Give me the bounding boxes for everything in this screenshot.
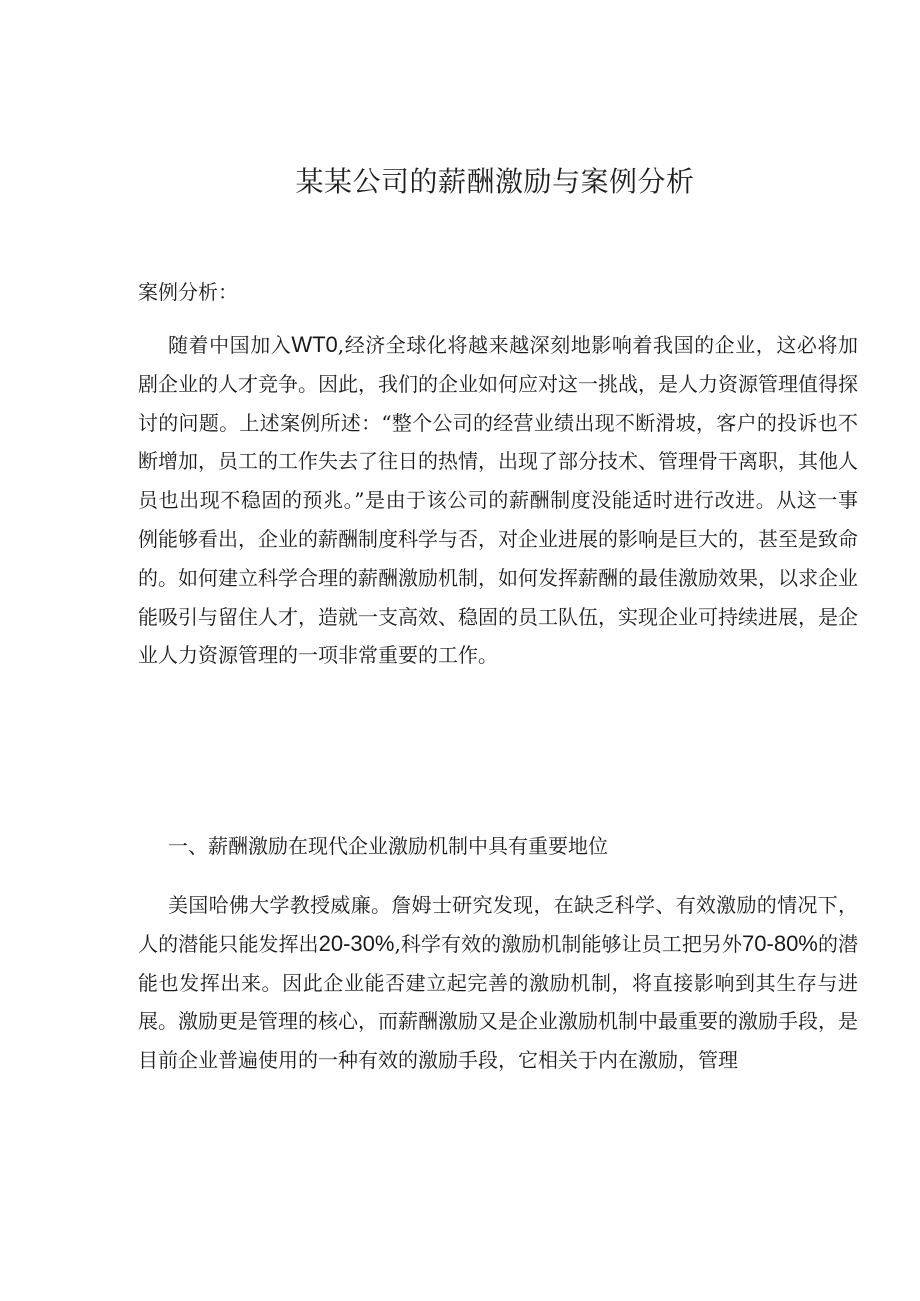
section-heading-1: 一、薪酬激励在现代企业激励机制中具有重要地位 [168,834,608,858]
intro-paragraph: 随着中国加入WT0,经济全球化将越来越深刻地影响着我国的企业，这必将加剧企业的人才竞争。因此，我们的企业如何应对这一挑战，是人力资源管理值得探讨的问题。上述案例所述：“整个公司的经营业绩出现不断滑坡，客户的投诉也不断增加，员工的工作失去了往日的热情，出现了部分技术、管理骨干离职，其他人员也出现不稳固的预兆。”是由于该公司的薪酬制度没能适时进行改进。从这一事例能够看出，企业的薪酬制度科学与否，对企业进展的影响是巨大的，甚至是致命的。如何建立科学合理的薪酬激励机制，如何发挥薪酬的最佳激励效果，以求企业能吸引与留住人才，造就一支高效、稳固的员工队伍，实现企业可持续进展，是企业人力资源管理的一项非常重要的工作。 [138,332,858,668]
latin-run: WT0 [291,332,338,357]
section-1-paragraph: 美国哈佛大学教授威廉。詹姆士研究发现，在缺乏科学、有效激励的情况下，人的潜能只能发挥出20-30%,科学有效的激励机制能够让员工把另外70-80%的潜能也发挥出来。因此企业能否建立起完善的激励机制，将直接影响到其生存与进展。激励更是管理的核心，而薪酬激励又是企业激励机制中最重要的激励手段，是目前企业普遍使用的一种有效的激励手段，它相关于内在激励，管理 [138,893,859,1073]
latin-run: 70-80% [742,930,818,956]
document-title: 某某公司的薪酬激励与案例分析 [295,165,695,198]
latin-run: 20-30% [318,930,395,956]
case-analysis-heading: 案例分析： [138,280,238,304]
